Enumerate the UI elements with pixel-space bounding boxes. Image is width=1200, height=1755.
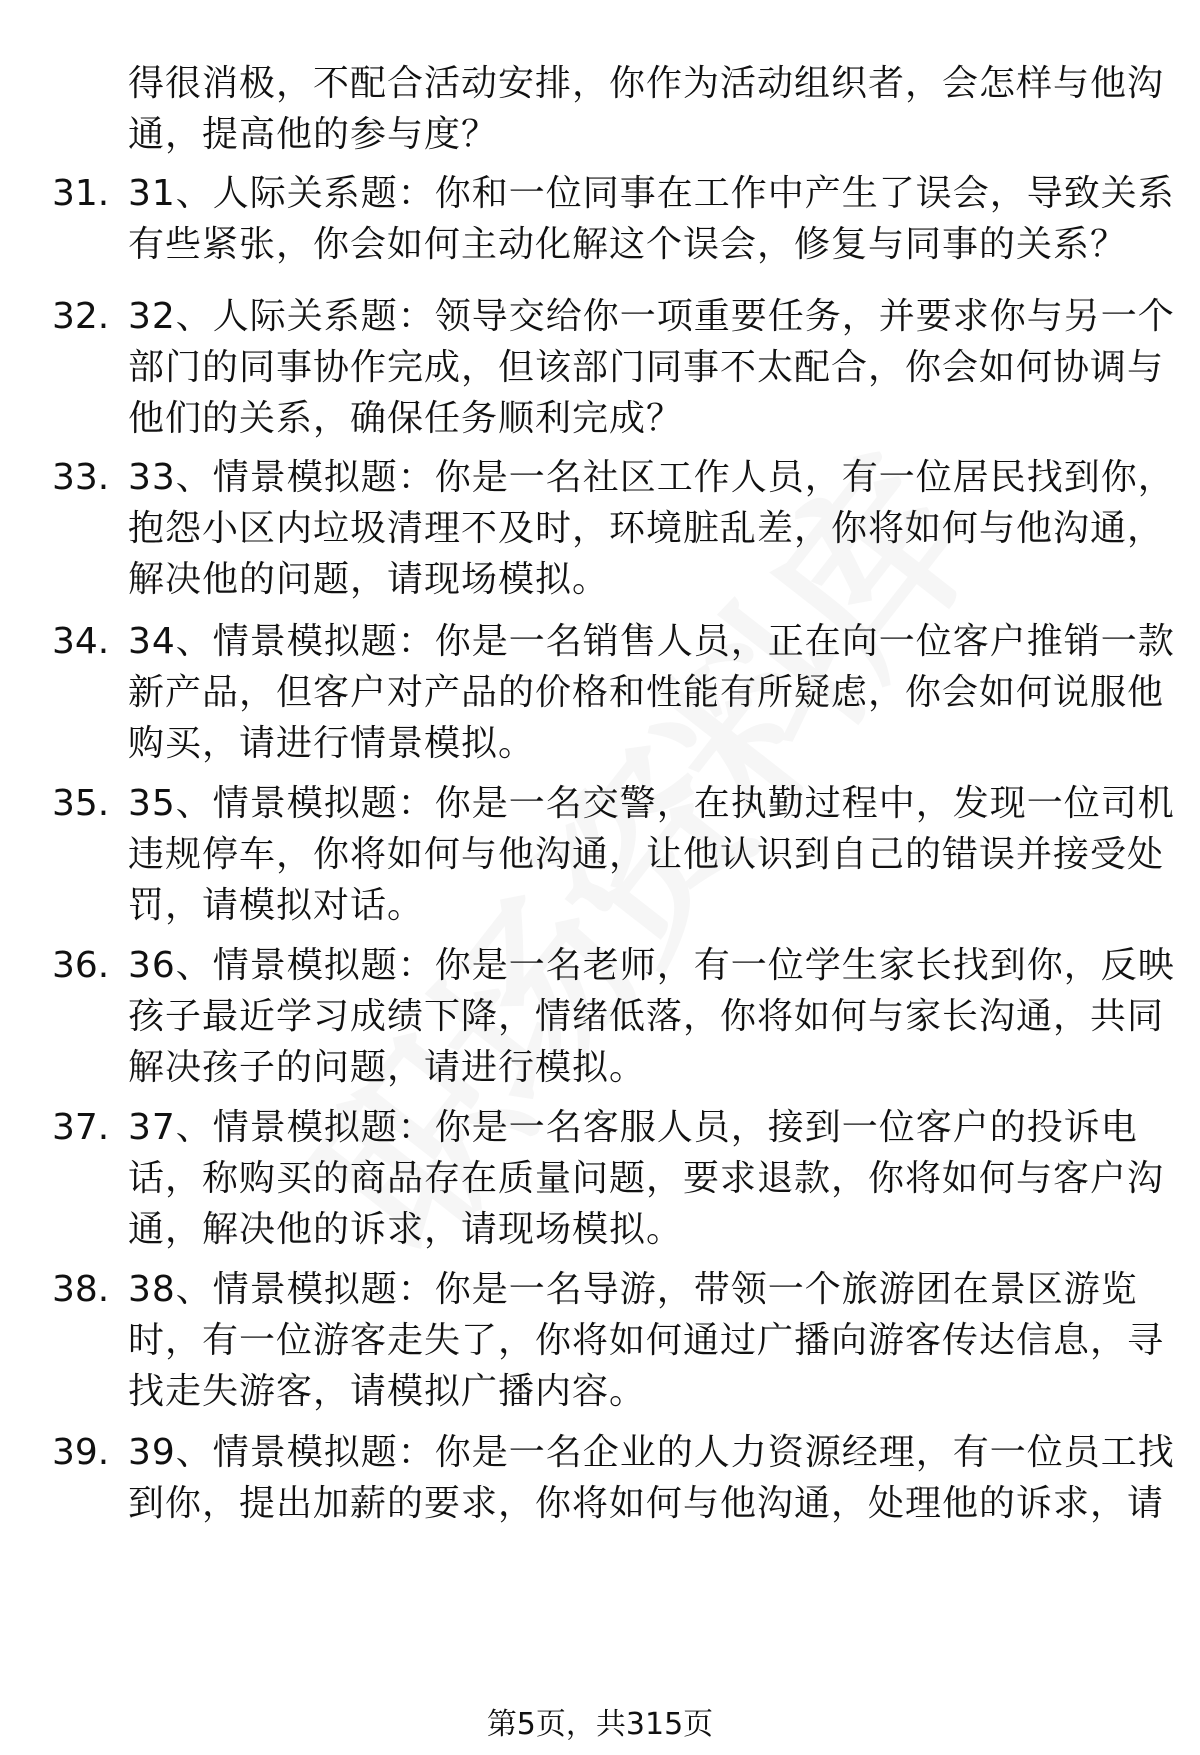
question-text xyxy=(128,291,1175,444)
question-line: 找走失游客，请模拟广播内容。 xyxy=(128,1371,647,1412)
question-line: 通，解决他的诉求，请现场模拟。 xyxy=(128,1209,684,1250)
question-line: 34、情景模拟题：你是一名销售人员，正在向一位客户推销一款 xyxy=(128,621,1175,662)
question-line: 33、情景模拟题：你是一名社区工作人员，有一位居民找到你， xyxy=(128,457,1175,498)
question-line: 他们的关系，确保任务顺利完成？ xyxy=(128,398,684,439)
question-line: 新产品，但客户对产品的价格和性能有所疑虑，你会如何说服他 xyxy=(128,672,1165,713)
question-line: 35、情景模拟题：你是一名交警，在执勤过程中，发现一位司机 xyxy=(128,783,1175,824)
question-line: 解决他的问题，请现场模拟。 xyxy=(128,559,610,600)
intro-paragraph xyxy=(128,58,1165,160)
question-text xyxy=(128,940,1175,1093)
question-line: 36、情景模拟题：你是一名老师，有一位学生家长找到你，反映 xyxy=(128,945,1175,986)
question-line: 39、情景模拟题：你是一名企业的人力资源经理，有一位员工找 xyxy=(128,1432,1175,1473)
question-number: 34. xyxy=(52,621,110,662)
question-line: 部门的同事协作完成，但该部门同事不太配合，你会如何协调与 xyxy=(128,347,1165,388)
question-line: 解决孩子的问题，请进行模拟。 xyxy=(128,1047,647,1088)
question-line: 购买，请进行情景模拟。 xyxy=(128,723,536,764)
question-text xyxy=(128,1264,1165,1417)
question-number: 36. xyxy=(52,945,110,986)
page-footer: 第5页，共315页 xyxy=(486,1707,714,1742)
question-text xyxy=(128,778,1175,931)
question-number: 35. xyxy=(52,783,110,824)
question-text xyxy=(128,1427,1175,1529)
question-number: 32. xyxy=(52,296,110,337)
intro-line: 得很消极，不配合活动安排，你作为活动组织者，会怎样与他沟 xyxy=(128,63,1165,104)
question-line: 时，有一位游客走失了，你将如何通过广播向游客传达信息，寻 xyxy=(128,1320,1165,1361)
question-line: 话，称购买的商品存在质量问题，要求退款，你将如何与客户沟 xyxy=(128,1158,1165,1199)
question-number: 38. xyxy=(52,1269,110,1310)
question-line: 37、情景模拟题：你是一名客服人员，接到一位客户的投诉电 xyxy=(128,1107,1138,1148)
question-line: 32、人际关系题：领导交给你一项重要任务，并要求你与另一个 xyxy=(128,296,1175,337)
question-line: 罚，请模拟对话。 xyxy=(128,885,425,926)
question-number: 39. xyxy=(52,1432,110,1473)
intro-line: 通，提高他的参与度？ xyxy=(128,114,499,155)
question-number: 37. xyxy=(52,1107,110,1148)
question-line: 31、人际关系题：你和一位同事在工作中产生了误会，导致关系 xyxy=(128,173,1175,214)
question-line: 违规停车，你将如何与他沟通，让他认识到自己的错误并接受处 xyxy=(128,834,1165,875)
question-line: 到你，提出加薪的要求，你将如何与他沟通，处理他的诉求，请 xyxy=(128,1483,1165,1524)
question-number: 31. xyxy=(52,173,110,214)
question-text xyxy=(128,452,1175,605)
question-line: 抱怨小区内垃圾清理不及时，环境脏乱差，你将如何与他沟通， xyxy=(128,508,1165,549)
question-text xyxy=(128,1102,1165,1255)
question-line: 有些紧张，你会如何主动化解这个误会，修复与同事的关系？ xyxy=(128,224,1128,265)
question-line: 38、情景模拟题：你是一名导游，带领一个旅游团在景区游览 xyxy=(128,1269,1138,1310)
question-number: 33. xyxy=(52,457,110,498)
question-line: 孩子最近学习成绩下降，情绪低落，你将如何与家长沟通，共同 xyxy=(128,996,1165,1037)
question-text xyxy=(128,168,1175,270)
question-text xyxy=(128,616,1175,769)
